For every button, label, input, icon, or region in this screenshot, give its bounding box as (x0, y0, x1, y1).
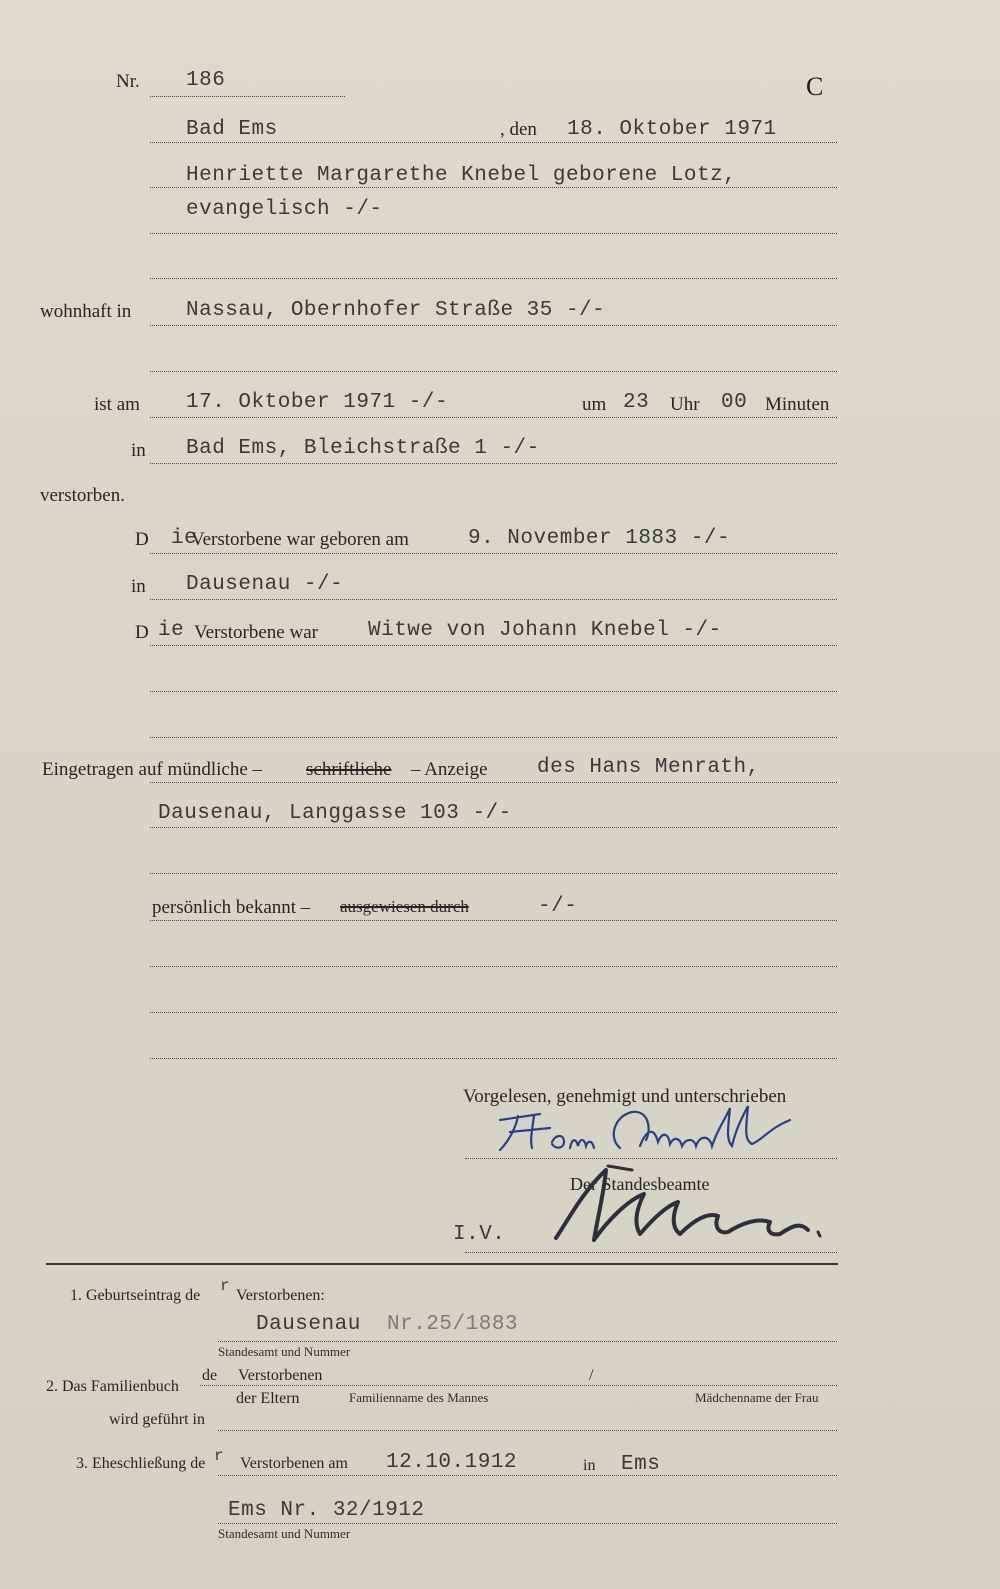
note2-line-1 (200, 1385, 837, 1386)
deceased-religion: evangelisch -/- (186, 198, 383, 221)
birth-place-line (150, 599, 837, 600)
marital-typed-ie: ie (158, 619, 185, 642)
date-value: 18. Oktober 1971 (567, 118, 777, 141)
note1-value-place: Dausenau (256, 1313, 361, 1336)
note3-typed-r: r (214, 1447, 225, 1465)
note2-de: de (202, 1367, 218, 1384)
birth-typed-ie: ie (171, 527, 198, 550)
note2-line-2 (218, 1430, 837, 1431)
registration-line-1 (150, 782, 837, 783)
birth-label: Verstorbene war geboren am (191, 529, 409, 550)
note3-line-1 (218, 1475, 837, 1476)
name-line-2 (150, 233, 837, 234)
registration-line-3 (150, 873, 837, 874)
place-value: Bad Ems (186, 118, 278, 141)
identity-label: persönlich bekannt – (152, 897, 311, 918)
marital-line-3 (150, 737, 837, 738)
identity-line-2 (150, 966, 837, 967)
official-signature-icon (548, 1160, 838, 1256)
minuten-label: Minuten (765, 394, 830, 415)
note2-cap-mann: Familienname des Mannes (349, 1390, 489, 1405)
birth-place-label: in (131, 576, 146, 597)
place-date-line (150, 142, 837, 143)
note3-place: Ems (621, 1453, 661, 1476)
registration-label-1: Eingetragen auf mündliche – (42, 759, 263, 780)
note3-value: Ems Nr. 32/1912 (228, 1499, 425, 1522)
verstorben-label: verstorben. (40, 485, 125, 506)
identity-line-4 (150, 1058, 837, 1059)
residence-line-2 (150, 371, 837, 372)
iv-label: I.V. (453, 1223, 506, 1246)
death-minutes: 00 (721, 391, 748, 414)
note1-suffix: Verstorbenen: (236, 1287, 325, 1304)
name-line-1 (150, 187, 837, 188)
note2-verstorbenen: Verstorbenen (238, 1367, 323, 1384)
nr-value: 186 (186, 69, 226, 92)
uhr-label: Uhr (670, 394, 700, 415)
identity-struck: ausgewiesen durch (340, 897, 469, 916)
residence-value: Nassau, Obernhofer Straße 35 -/- (186, 299, 606, 322)
note2-cap-frau: Mädchenname der Frau (695, 1390, 819, 1405)
note1-value-nr: Nr.25/1883 (387, 1313, 519, 1336)
note1-label: 1. Geburtseintrag de (70, 1287, 201, 1304)
death-place-value: Bad Ems, Bleichstraße 1 -/- (186, 437, 540, 460)
registration-line-2 (150, 827, 837, 828)
note2-wird: wird geführt in (109, 1411, 205, 1428)
marital-label: Verstorbene war (194, 622, 318, 643)
residence-line-1 (150, 325, 837, 326)
den-label: , den (500, 119, 537, 140)
informant-signature-line (465, 1158, 837, 1159)
marital-value: Witwe von Johann Knebel -/- (368, 619, 722, 642)
death-place-label: in (131, 440, 146, 461)
birth-place-value: Dausenau -/- (186, 573, 344, 596)
name-line-3 (150, 278, 837, 279)
birth-date-line (150, 553, 837, 554)
marital-line-1 (150, 645, 837, 646)
death-date-line (150, 417, 837, 418)
note3-in: in (583, 1457, 596, 1474)
death-hour: 23 (623, 391, 650, 414)
identity-line-1 (150, 920, 837, 921)
um-label: um (582, 394, 607, 415)
note1-caption: Standesamt und Nummer (218, 1344, 351, 1359)
section-divider (46, 1263, 838, 1265)
note2-eltern: der Eltern (236, 1390, 300, 1407)
note2-label: 2. Das Familienbuch (46, 1378, 179, 1395)
birth-prefix: D (135, 529, 149, 550)
deceased-name: Henriette Margarethe Knebel geborene Lotz, (186, 164, 737, 187)
registration-label-2: – Anzeige (411, 759, 488, 780)
informant-line-2: Dausenau, Langgasse 103 -/- (158, 802, 512, 825)
note3-date: 12.10.1912 (386, 1451, 518, 1474)
identity-line-3 (150, 1012, 837, 1013)
marital-line-2 (150, 691, 837, 692)
birth-date-value: 9. November 1883 -/- (468, 527, 731, 550)
note3-line-2 (218, 1523, 837, 1524)
note3-mid: Verstorbenen am (240, 1455, 348, 1472)
death-place-line (150, 463, 837, 464)
death-date-value: 17. Oktober 1971 -/- (186, 391, 449, 414)
informant-line-1: des Hans Menrath, (537, 756, 760, 779)
official-signature-line (465, 1252, 837, 1253)
death-date-label: ist am (94, 394, 140, 415)
note1-line (218, 1341, 837, 1342)
read-approved-label: Vorgelesen, genehmigt und unterschrieben (463, 1086, 787, 1107)
identity-value: -/- (538, 895, 578, 918)
registration-struck: schriftliche (306, 759, 392, 780)
note3-caption: Standesamt und Nummer (218, 1526, 351, 1541)
note2-slash: / (589, 1367, 594, 1384)
note3-label: 3. Eheschließung de (76, 1455, 206, 1472)
official-label: Der Standesbeamte (570, 1174, 710, 1194)
residence-label: wohnhaft in (40, 301, 132, 322)
marital-prefix: D (135, 622, 149, 643)
note1-typed-r: r (220, 1277, 231, 1295)
form-letter: C (806, 72, 824, 101)
nr-line (150, 96, 345, 97)
nr-label: Nr. (116, 71, 140, 92)
